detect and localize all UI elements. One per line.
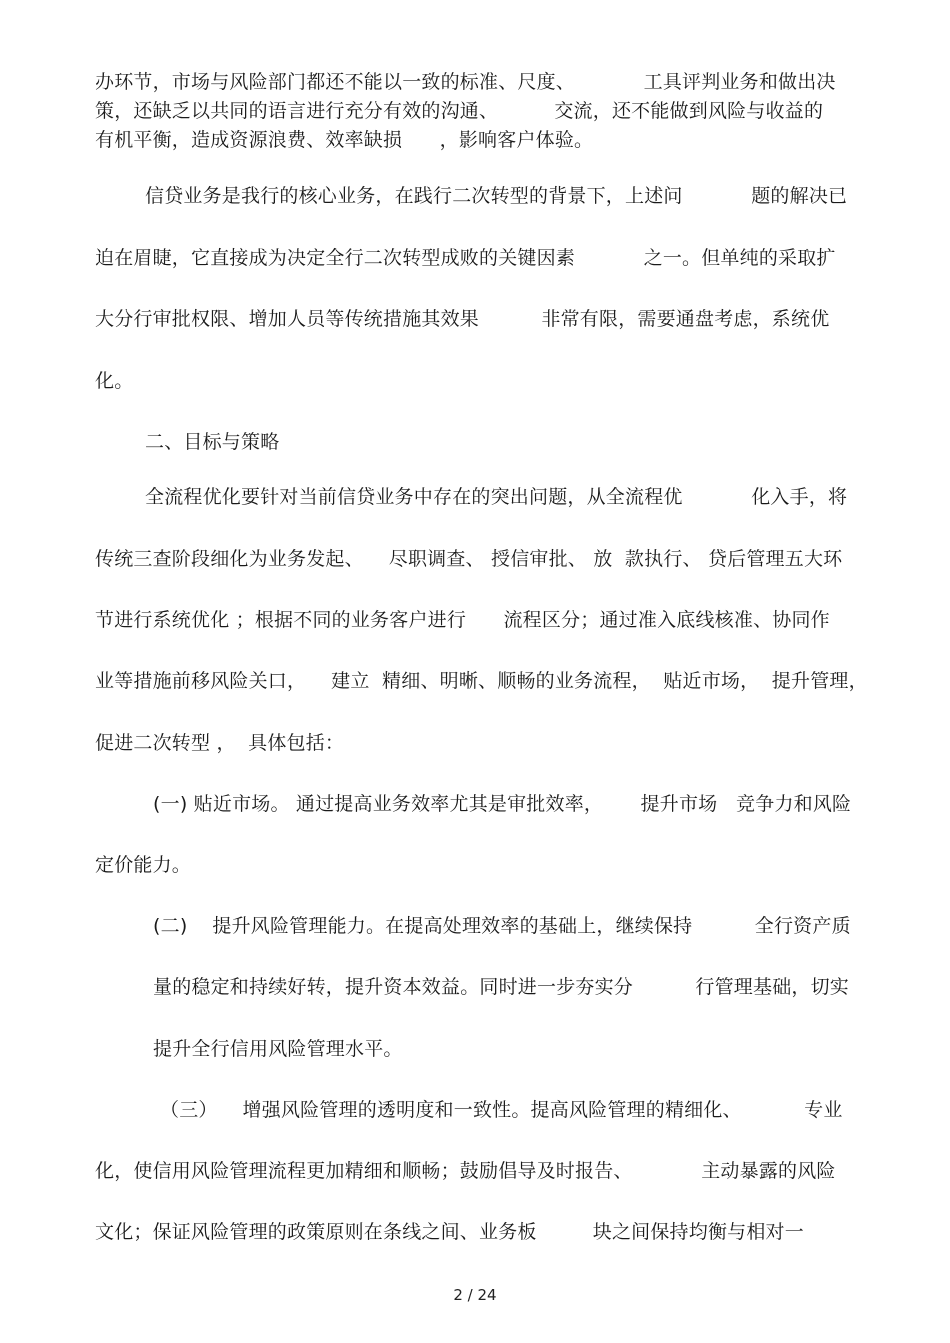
text-line-21: 文化；保证风险管理的政策原则在条线之间、业务板 块之间保持均衡与相对一 — [95, 1221, 804, 1243]
text-line-3: 有机平衡，造成资源浪费、效率缺损 ，影响客户体验。 — [95, 129, 594, 151]
text-line-1: 办环节，市场与风险部门都还不能以一致的标准、尺度、 工具评判业务和做出决 — [95, 71, 836, 93]
text-line-17: 量的稳定和持续好转，提升资本效益。同时进一步夯实分 行管理基础，切实 — [153, 976, 849, 998]
section-heading: 二、目标与策略 — [145, 431, 280, 453]
page-number: 2 / 24 — [453, 1286, 497, 1304]
text-line-2: 策，还缺乏以共同的语言进行充分有效的沟通、 交流，还不能做到风险与收益的 — [95, 100, 824, 122]
text-line-7: 化。 — [95, 370, 134, 392]
text-line-10: 传统三查阶段细化为业务发起、 尽职调查、 授信审批、 放 款执行、 贷后管理五大环 — [95, 548, 843, 570]
text-line-13: 促进二次转型 ， 具体包括： — [95, 732, 345, 754]
text-line-12: 业等措施前移风险关口， 建立 精细、明晰、顺畅的业务流程， 贴近市场， 提升管理， — [95, 670, 868, 692]
text-line-5: 迫在眉睫，它直接成为决定全行二次转型成败的关键因素 之一。但单纯的采取扩 — [95, 247, 836, 269]
text-line-9: 全流程优化要针对当前信贷业务中存在的突出问题，从全流程优 化入手，将 — [145, 486, 848, 508]
text-line-15: 定价能力。 — [95, 854, 192, 876]
list-item-1: (一) 贴近市场。 通过提高业务效率尤其是审批效率， 提升市场 竞争力和风险 — [153, 793, 852, 815]
text-line-6: 大分行审批权限、增加人员等传统措施其效果 非常有限，需要通盘考虑，系统优 — [95, 308, 830, 330]
text-line-11: 节进行系统优化 ；根据不同的业务客户进行 流程区分；通过准入底线核准、协同作 — [95, 609, 830, 631]
list-item-3: （三） 增强风险管理的透明度和一致性。提高风险管理的精细化、 专业 — [160, 1099, 843, 1121]
text-line-4: 信贷业务是我行的核心业务，在践行二次转型的背景下，上述问 题的解决已 — [145, 185, 848, 207]
text-line-20: 化，使信用风险管理流程更加精细和顺畅；鼓励倡导及时报告、 主动暴露的风险 — [95, 1160, 836, 1182]
list-item-2: (二) 提升风险管理能力。在提高处理效率的基础上，继续保持 全行资产质 — [153, 915, 851, 937]
text-line-18: 提升全行信用风险管理水平。 — [153, 1038, 403, 1060]
